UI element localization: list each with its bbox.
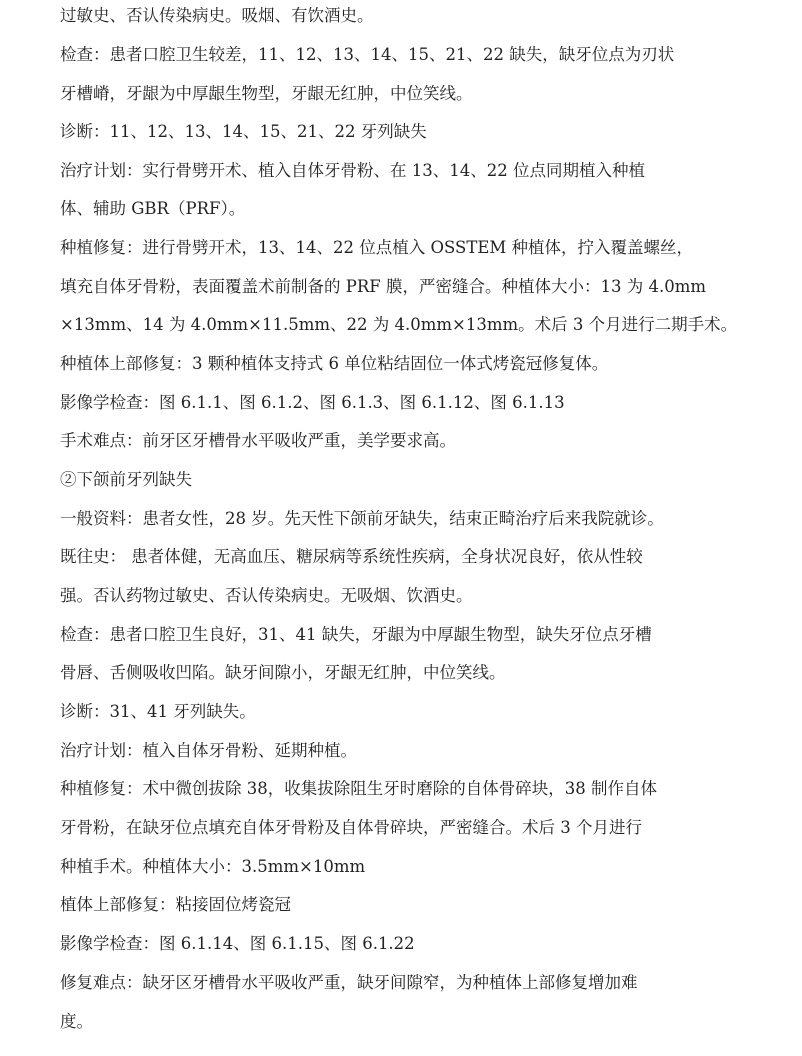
text-line-11: 影像学检查：图 6.1.1、图 6.1.2、图 6.1.3、图 6.1.12、图 6.1.13 [60,393,565,412]
text-line-8: 填充自体牙骨粉，表面覆盖术前制备的 PRF 膜，严密缝合。种植体大小：13 为 4.0mm [60,277,706,296]
text-line-25: 影像学检查：图 6.1.14、图 6.1.15、图 6.1.22 [60,934,415,953]
text-line-16: 强。否认药物过敏史、否认传染病史。无吸烟、饮酒史。 [60,586,473,605]
text-line-26: 修复难点：缺牙区牙槽骨水平吸收严重，缺牙间隙窄，为种植体上部修复增加难 [60,973,638,992]
text-line-19: 诊断：31、41 牙列缺失。 [60,702,256,721]
document-page [60,0,760,1056]
text-line-18: 骨唇、舌侧吸收凹陷。缺牙间隙小，牙龈无红肿，中位笑线。 [60,663,506,682]
text-line-17: 检查：患者口腔卫生良好，31、41 缺失，牙龈为中厚龈生物型，缺失牙位点牙槽 [60,625,652,644]
text-line-23: 种植手术。种植体大小：3.5mm×10mm [60,857,366,876]
text-line-10: 种植体上部修复：3 颗种植体支持式 6 单位粘结固位一体式烤瓷冠修复体。 [60,354,609,373]
section-heading: ②下颌前牙列缺失 [60,470,192,489]
text-line-6: 体、辅助 GBR（PRF）。 [60,199,246,218]
text-line-27: 度。 [60,1012,93,1031]
text-line-1: 过敏史、否认传染病史。吸烟、有饮酒史。 [60,6,374,25]
text-line-4: 诊断：11、12、13、14、15、21、22 牙列缺失 [60,122,427,141]
text-line-15: 既往史： 患者体健，无高血压、糖尿病等系统性疾病，全身状况良好，依从性较 [60,547,643,566]
text-line-3: 牙槽嵴，牙龈为中厚龈生物型，牙龈无红肿，中位笑线。 [60,84,473,103]
text-line-5: 治疗计划：实行骨劈开术、植入自体牙骨粉、在 13、14、22 位点同期植入种植 [60,161,645,180]
text-line-14: 一般资料：患者女性，28 岁。先天性下颌前牙缺失，结束正畸治疗后来我院就诊。 [60,509,664,528]
text-line-12: 手术难点：前牙区牙槽骨水平吸收严重，美学要求高。 [60,431,456,450]
text-line-20: 治疗计划：植入自体牙骨粉、延期种植。 [60,741,357,760]
text-line-21: 种植修复：术中微创拔除 38，收集拔除阻生牙时磨除的自体骨碎块，38 制作自体 [60,779,657,798]
text-line-24: 植体上部修复：粘接固位烤瓷冠 [60,895,291,914]
text-line-7: 种植修复：进行骨劈开术，13、14、22 位点植入 OSSTEM 种植体，拧入覆盖螺丝， [60,238,694,257]
text-line-2: 检查：患者口腔卫生较差，11、12、13、14、15、21、22 缺失，缺牙位点为刃状 [60,45,675,64]
text-line-9: ×13mm、14 为 4.0mm×11.5mm、22 为 4.0mm×13mm。术后 3 个月进行二期手术。 [60,315,738,334]
text-line-22: 牙骨粉，在缺牙位点填充自体牙骨粉及自体骨碎块，严密缝合。术后 3 个月进行 [60,818,642,837]
